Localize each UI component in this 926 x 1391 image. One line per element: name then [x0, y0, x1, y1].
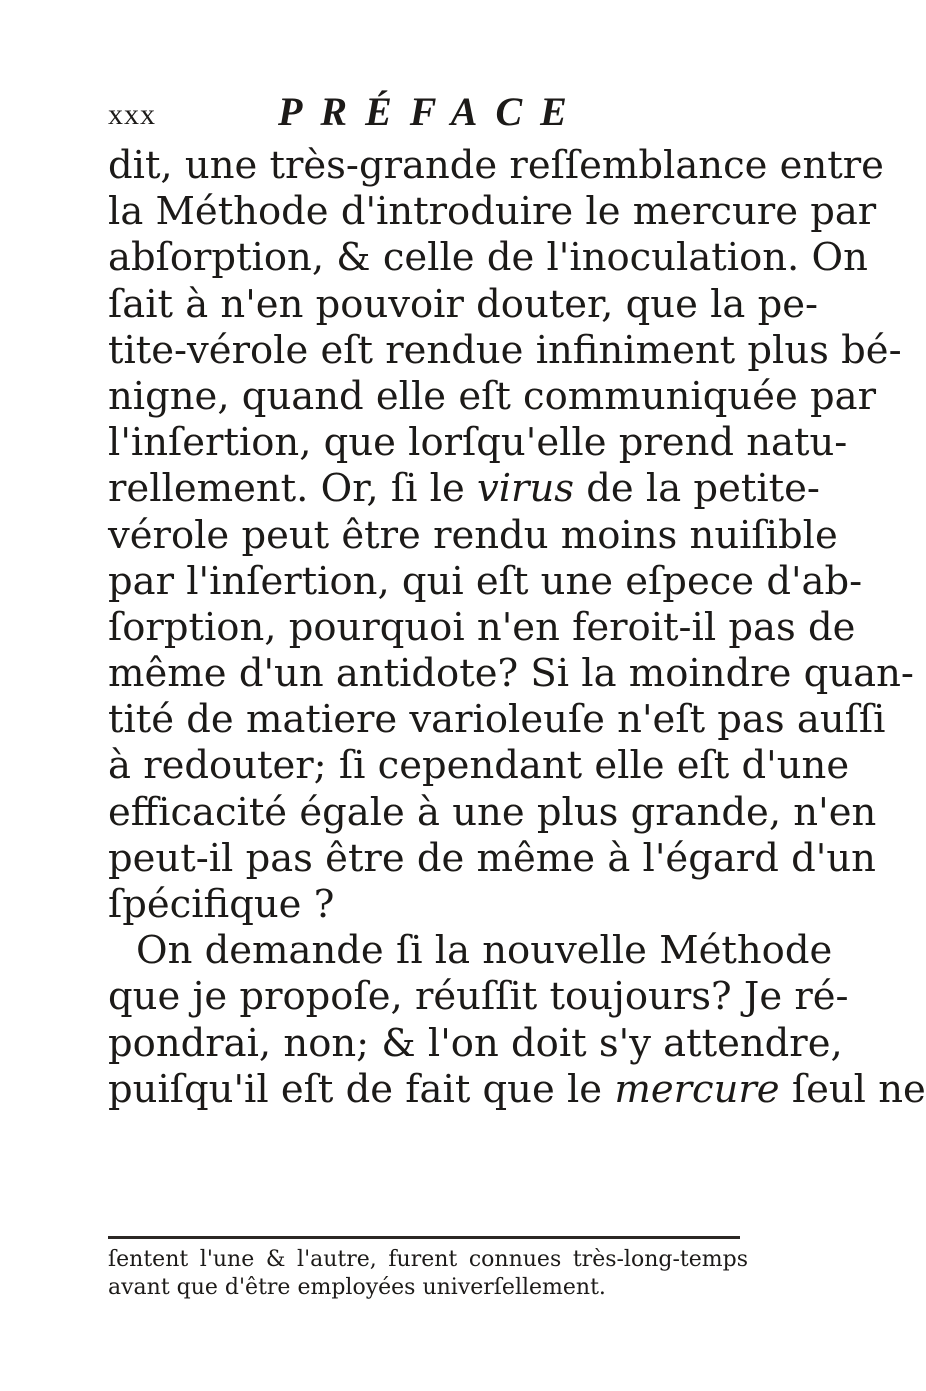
text-line: ſorption, pourquoi n'en feroit-il pas de [108, 604, 856, 650]
text-line: par l'inſertion, qui eſt une eſpece d'ab- [108, 558, 863, 604]
text-line: tité de matiere varioleuſe n'eſt pas auſſi [108, 697, 886, 743]
text-line: dit, une très-grande reſſemblance entre [108, 143, 884, 188]
text-line: ſpécifique ? [108, 882, 335, 927]
text-line: puiſqu'il eſt de fait que le mercure ſeul ne [108, 1066, 926, 1112]
italic-word: virus [476, 466, 575, 512]
text-line: à redouter; ſi cependant elle eſt d'une [108, 743, 850, 789]
running-head [108, 88, 708, 138]
text-line: abſorption, & celle de l'inoculation. On [108, 235, 868, 281]
text-line: même d'un antidote? Si la moindre quan- [108, 651, 914, 697]
text-line: pondrai, non; & l'on doit s'y attendre, [108, 1020, 843, 1066]
text-line: que je propoſe, réuſſit toujours? Je ré- [108, 974, 849, 1020]
running-title: PRÉFACE [278, 89, 585, 134]
text-line: rellement. Or, ſi le virus de la petite- [108, 466, 820, 512]
body-text [108, 143, 926, 1113]
text-line: On demande ſi la nouvelle Méthode [136, 928, 833, 974]
text-line: l'inſertion, que lorſqu'elle prend natu- [108, 420, 848, 466]
text-line: tite-vérole eſt rendue infiniment plus bé- [108, 327, 902, 373]
text-line: vérole peut être rendu moins nuiſible [108, 512, 838, 558]
text-line: ſait à n'en pouvoir douter, que la pe- [108, 281, 819, 327]
text-line: efficacité égale à une plus grande, n'en [108, 789, 877, 835]
footnote-line: ſentent l'une & l'autre, furent connues très-long-temps [108, 1247, 748, 1272]
footnote-rule [108, 1236, 740, 1239]
text-line: la Méthode d'introduire le mercure par [108, 189, 877, 235]
footnote [108, 1246, 748, 1302]
page-number: xxx [108, 98, 156, 131]
text-line: nigne, quand elle eſt communiquée par [108, 373, 876, 419]
italic-word: mercure [614, 1066, 780, 1112]
footnote-line: avant que d'être employées univerſellement. [108, 1275, 606, 1300]
text-line: peut-il pas être de même à l'égard d'un [108, 835, 876, 881]
